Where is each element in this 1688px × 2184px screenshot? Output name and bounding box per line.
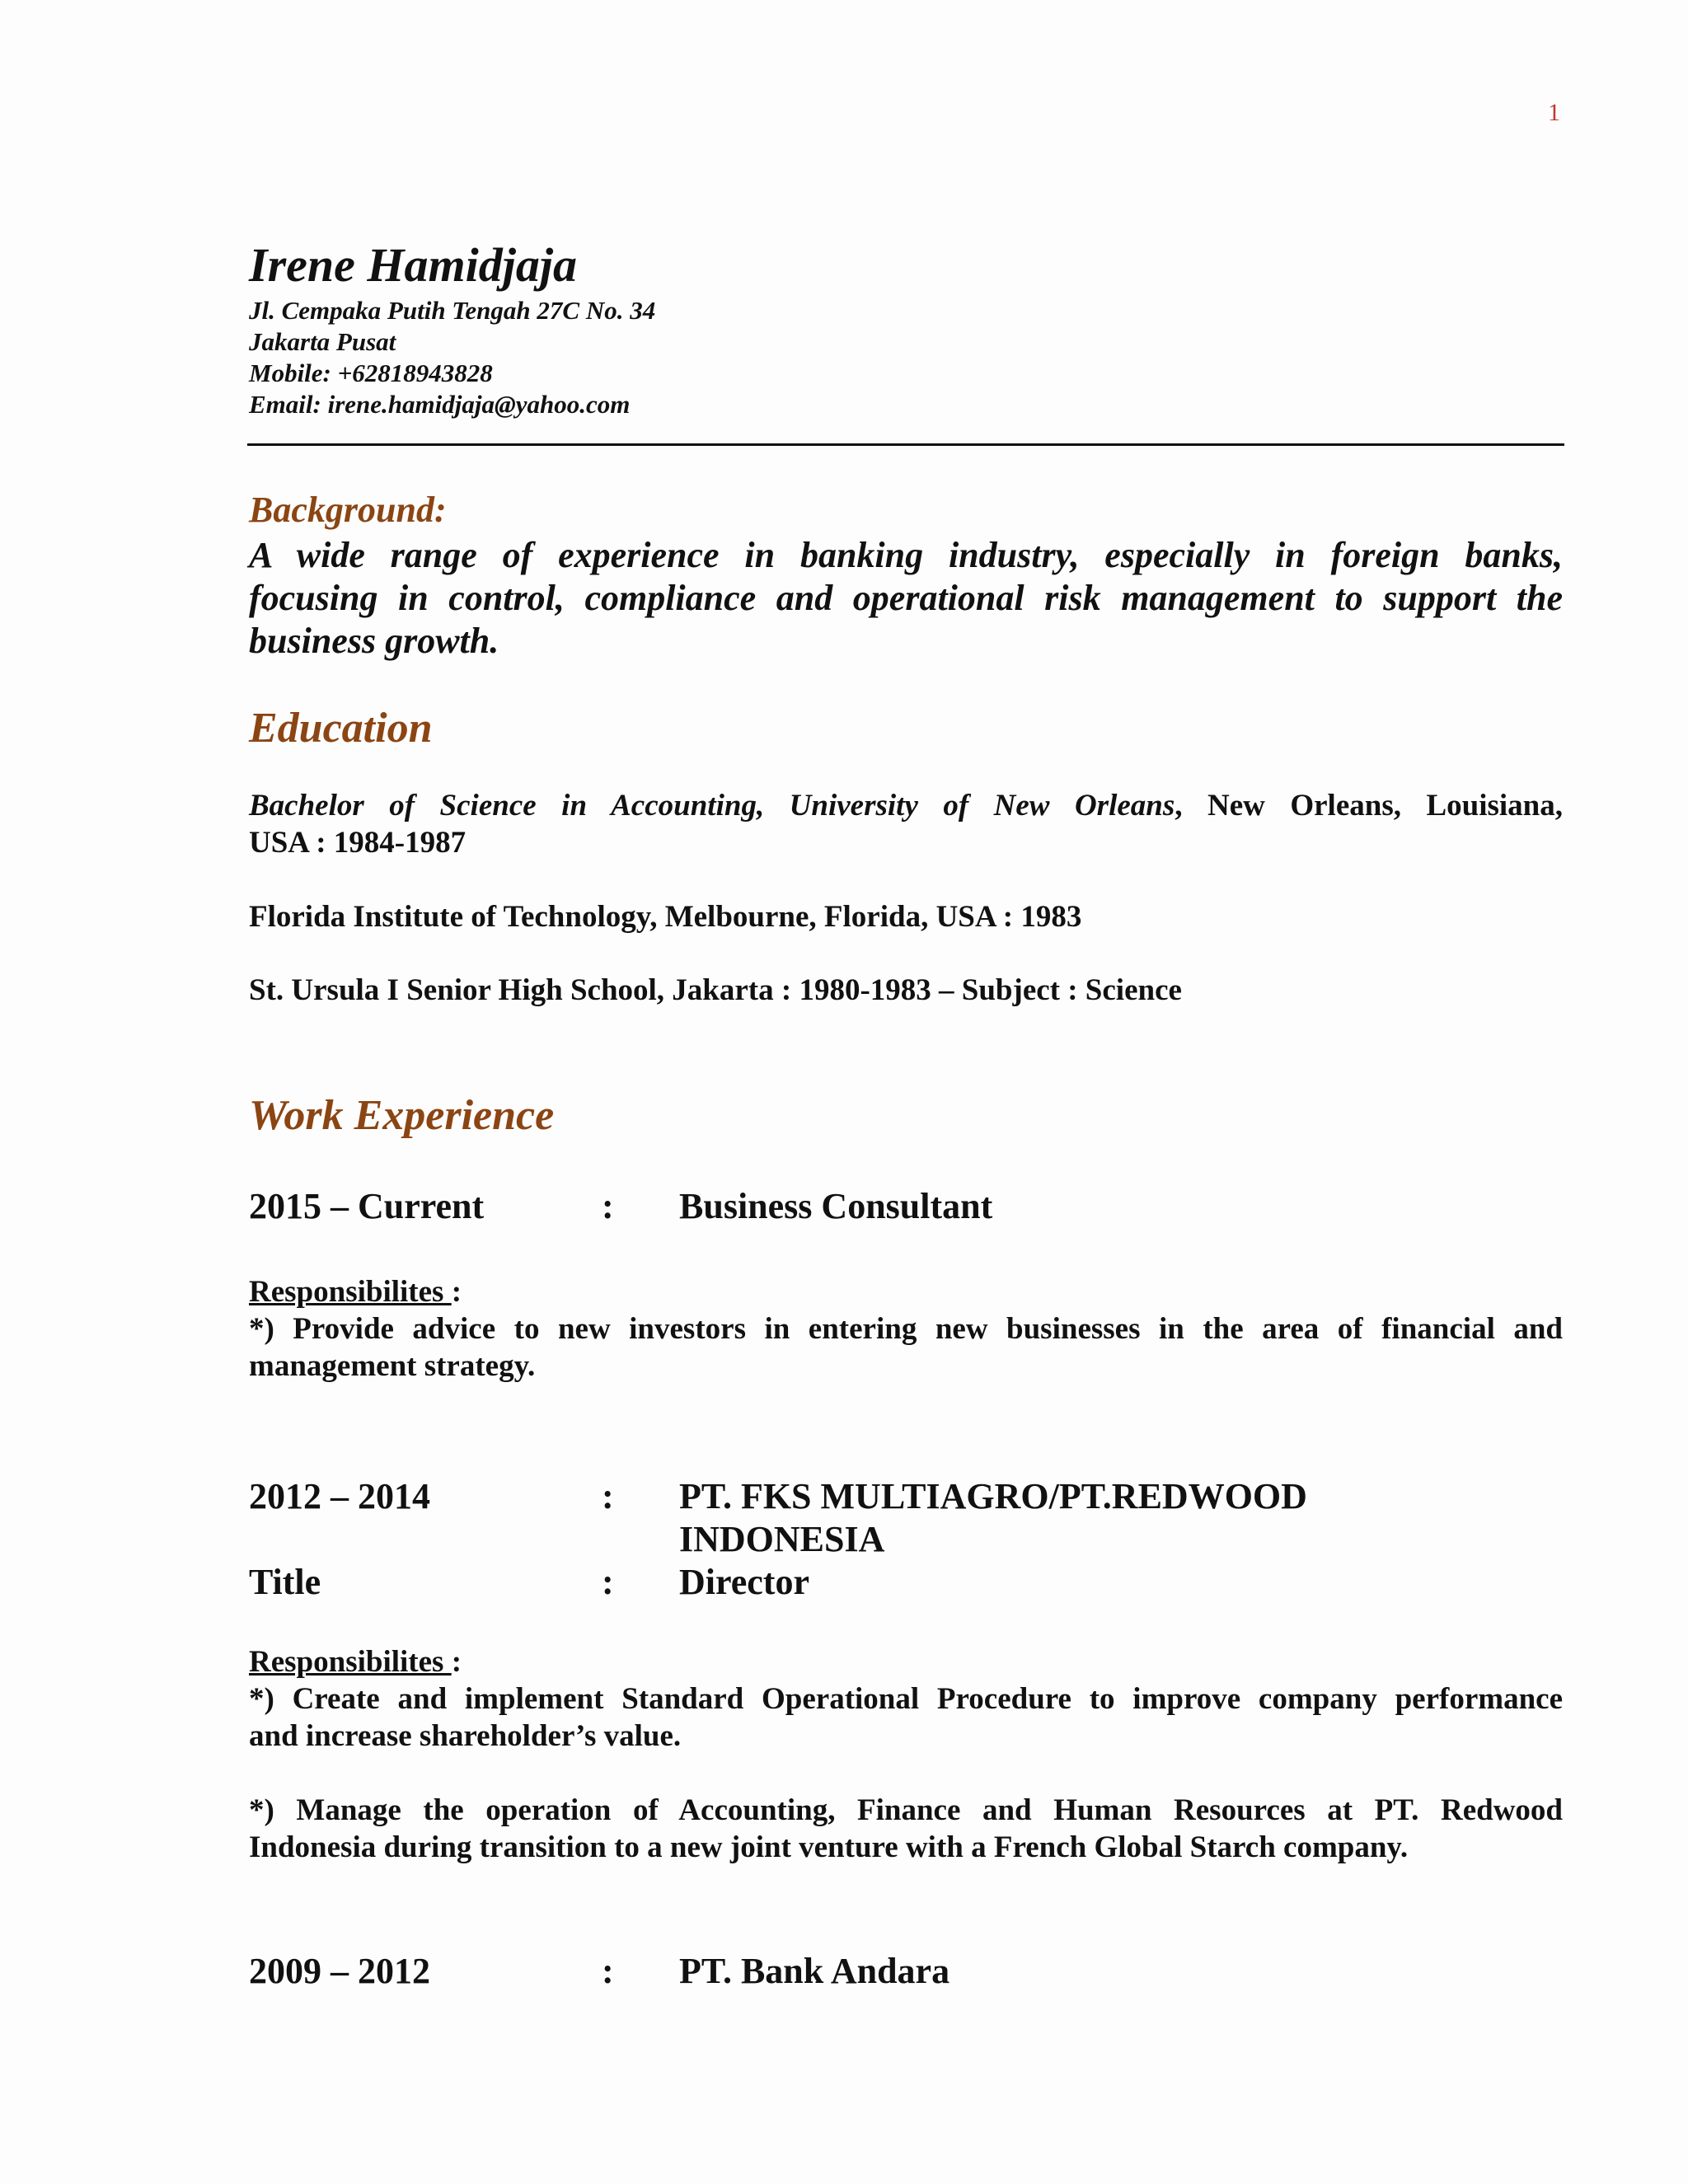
education-item-florida-tech: Florida Institute of Technology, Melbourne, Florida, USA : 1983 bbox=[249, 900, 1082, 934]
background-line-3: business growth. bbox=[249, 621, 499, 661]
page-number: 1 bbox=[1548, 99, 1560, 126]
background-line-2: focusing in control, compliance and operational risk management to support the bbox=[249, 578, 1563, 618]
job-company: PT. Bank Andara bbox=[679, 1951, 950, 1991]
address-line-1: Jl. Cempaka Putih Tengah 27C No. 34 bbox=[249, 296, 656, 325]
responsibilities-label bbox=[249, 1643, 462, 1680]
degree-name: Bachelor of Science in Accounting, University of New Orleans bbox=[249, 789, 1175, 823]
background-heading: Background: bbox=[249, 490, 447, 530]
responsibility-line-2: and increase shareholder’s value. bbox=[249, 1719, 682, 1753]
job-period: 2009 – 2012 bbox=[249, 1951, 430, 1991]
degree-years: USA : 1984-1987 bbox=[249, 826, 467, 860]
responsibilities-label-colon: : bbox=[451, 1645, 462, 1679]
responsibility-line-2: management strategy. bbox=[249, 1349, 536, 1383]
education-degree-line-1 bbox=[249, 787, 1563, 824]
responsibility-line-1: *) Manage the operation of Accounting, Finance and Human Resources at PT. Redwood bbox=[249, 1793, 1563, 1827]
job-company bbox=[679, 1475, 1503, 1561]
job-colon: : bbox=[602, 1562, 614, 1602]
education-item-high-school: St. Ursula I Senior High School, Jakarta : 1980-1983 – Subject : Science bbox=[249, 973, 1182, 1007]
education-item-degree bbox=[249, 787, 1563, 861]
degree-location: , New Orleans, Louisiana, bbox=[1175, 789, 1563, 823]
mobile-number: Mobile: +62818943828 bbox=[249, 359, 493, 387]
email-address: Email: irene.hamidjaja@yahoo.com bbox=[249, 390, 631, 419]
job-company-line-1: PT. FKS MULTIAGRO/PT.REDWOOD bbox=[679, 1476, 1307, 1516]
responsibility-line-1: *) Provide advice to new investors in entering new businesses in the area of financial and bbox=[249, 1312, 1563, 1346]
education-heading: Education bbox=[249, 705, 433, 752]
work-experience-heading: Work Experience bbox=[249, 1092, 555, 1139]
candidate-name: Irene Hamidjaja bbox=[249, 238, 577, 292]
job-colon: : bbox=[602, 1476, 614, 1516]
job-company: Business Consultant bbox=[679, 1186, 993, 1226]
job-colon: : bbox=[602, 1186, 614, 1226]
responsibilities-label-colon: : bbox=[451, 1275, 462, 1309]
contact-block bbox=[249, 295, 655, 420]
job-colon: : bbox=[602, 1951, 614, 1991]
job-responsibility bbox=[249, 1680, 1563, 1755]
job-row-2012 bbox=[249, 1475, 1563, 1561]
header-divider bbox=[247, 443, 1564, 446]
responsibility-line-1: *) Create and implement Standard Operational Procedure to improve company performance bbox=[249, 1682, 1563, 1716]
job-period: 2015 – Current bbox=[249, 1186, 485, 1226]
job-company-line-2: INDONESIA bbox=[679, 1519, 885, 1559]
job-responsibility bbox=[249, 1792, 1563, 1866]
responsibilities-label-text: Responsibilites bbox=[249, 1645, 452, 1679]
job-title-label: Title bbox=[249, 1562, 321, 1602]
address-line-2: Jakarta Pusat bbox=[249, 327, 396, 356]
responsibilities-label bbox=[249, 1273, 462, 1310]
responsibility-line-2: Indonesia during transition to a new joint venture with a French Global Starch company. bbox=[249, 1830, 1409, 1864]
job-period: 2012 – 2014 bbox=[249, 1476, 430, 1516]
job-title: Director bbox=[679, 1562, 809, 1602]
background-summary bbox=[249, 534, 1563, 663]
background-line-1: A wide range of experience in banking industry, especially in foreign banks, bbox=[249, 535, 1563, 575]
responsibilities-label-text: Responsibilites bbox=[249, 1275, 452, 1309]
job-responsibility bbox=[249, 1310, 1563, 1385]
